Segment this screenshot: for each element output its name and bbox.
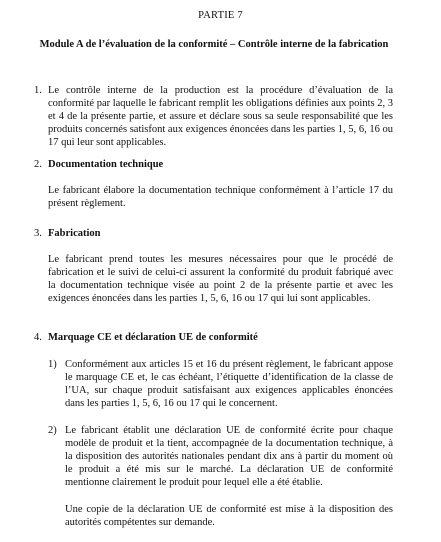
section-3-heading: Fabrication [48,228,101,239]
section-4-number: 4. [34,332,42,343]
item-2-text-continued: Une copie de la déclaration UE de conformité est mise à la disposition des autorités compétentes sur demande. [65,504,393,528]
section-1-text: Le contrôle interne de la production est la procédure d’évaluation de la conformité par laquelle le fabricant remplit les obligations définies aux points 2, 3 et 4 de la présente partie, et assure et déclare sous sa seule responsabilité que les produits concernés satisfont aux exigences énoncées dans les parties 1, 5, 6, 16 ou 17 qui leur sont applicables. [48,85,393,148]
module-title: Module A de l’évaluation de la conformité – Contrôle interne de la fabrication [39,39,389,50]
item-2-number: 2) [48,425,57,436]
item-1-text: Conformément aux articles 15 et 16 du présent règlement, le fabricant appose le marquage CE et, le cas échéant, l’étiquette d’identification de la classe de l’UA, sur chaque produit satisfaisant aux exigences applicables énoncées dans les parties 1, 5, 6, 16 ou 17 qui le concernent. [65,359,393,409]
section-2-number: 2. [34,159,42,170]
item-1-number: 1) [48,359,57,370]
section-3-number: 3. [34,228,42,239]
item-2-text: Le fabricant établit une déclaration UE de conformité écrite pour chaque modèle de produit et la tient, accompagnée de la documentation technique, à la disposition des autorités nationales pendant dix ans à partir du moment où le produit a été mis sur le marché. La déclaration UE de conformité mentionne clairement le produit pour lequel elle a été établie. [65,425,393,488]
section-2-heading: Documentation technique [48,159,164,170]
section-3-text: Le fabricant prend toutes les mesures nécessaires pour que le procédé de fabrication et le suivi de celui-ci assurent la conformité du produit fabriqué avec la documentation technique visée au point 2 de la présente partie et avec les exigences énoncées dans les parties 1, 5, 6, 16 ou 17 qui lui sont applicables. [48,254,393,304]
section-2-text: Le fabricant élabore la documentation technique conformément à l’article 17 du présent règlement. [48,185,393,209]
section-4-heading: Marquage CE et déclaration UE de conformité [48,332,258,343]
section-1-number: 1. [34,85,42,96]
part-header: PARTIE 7 [198,10,243,21]
